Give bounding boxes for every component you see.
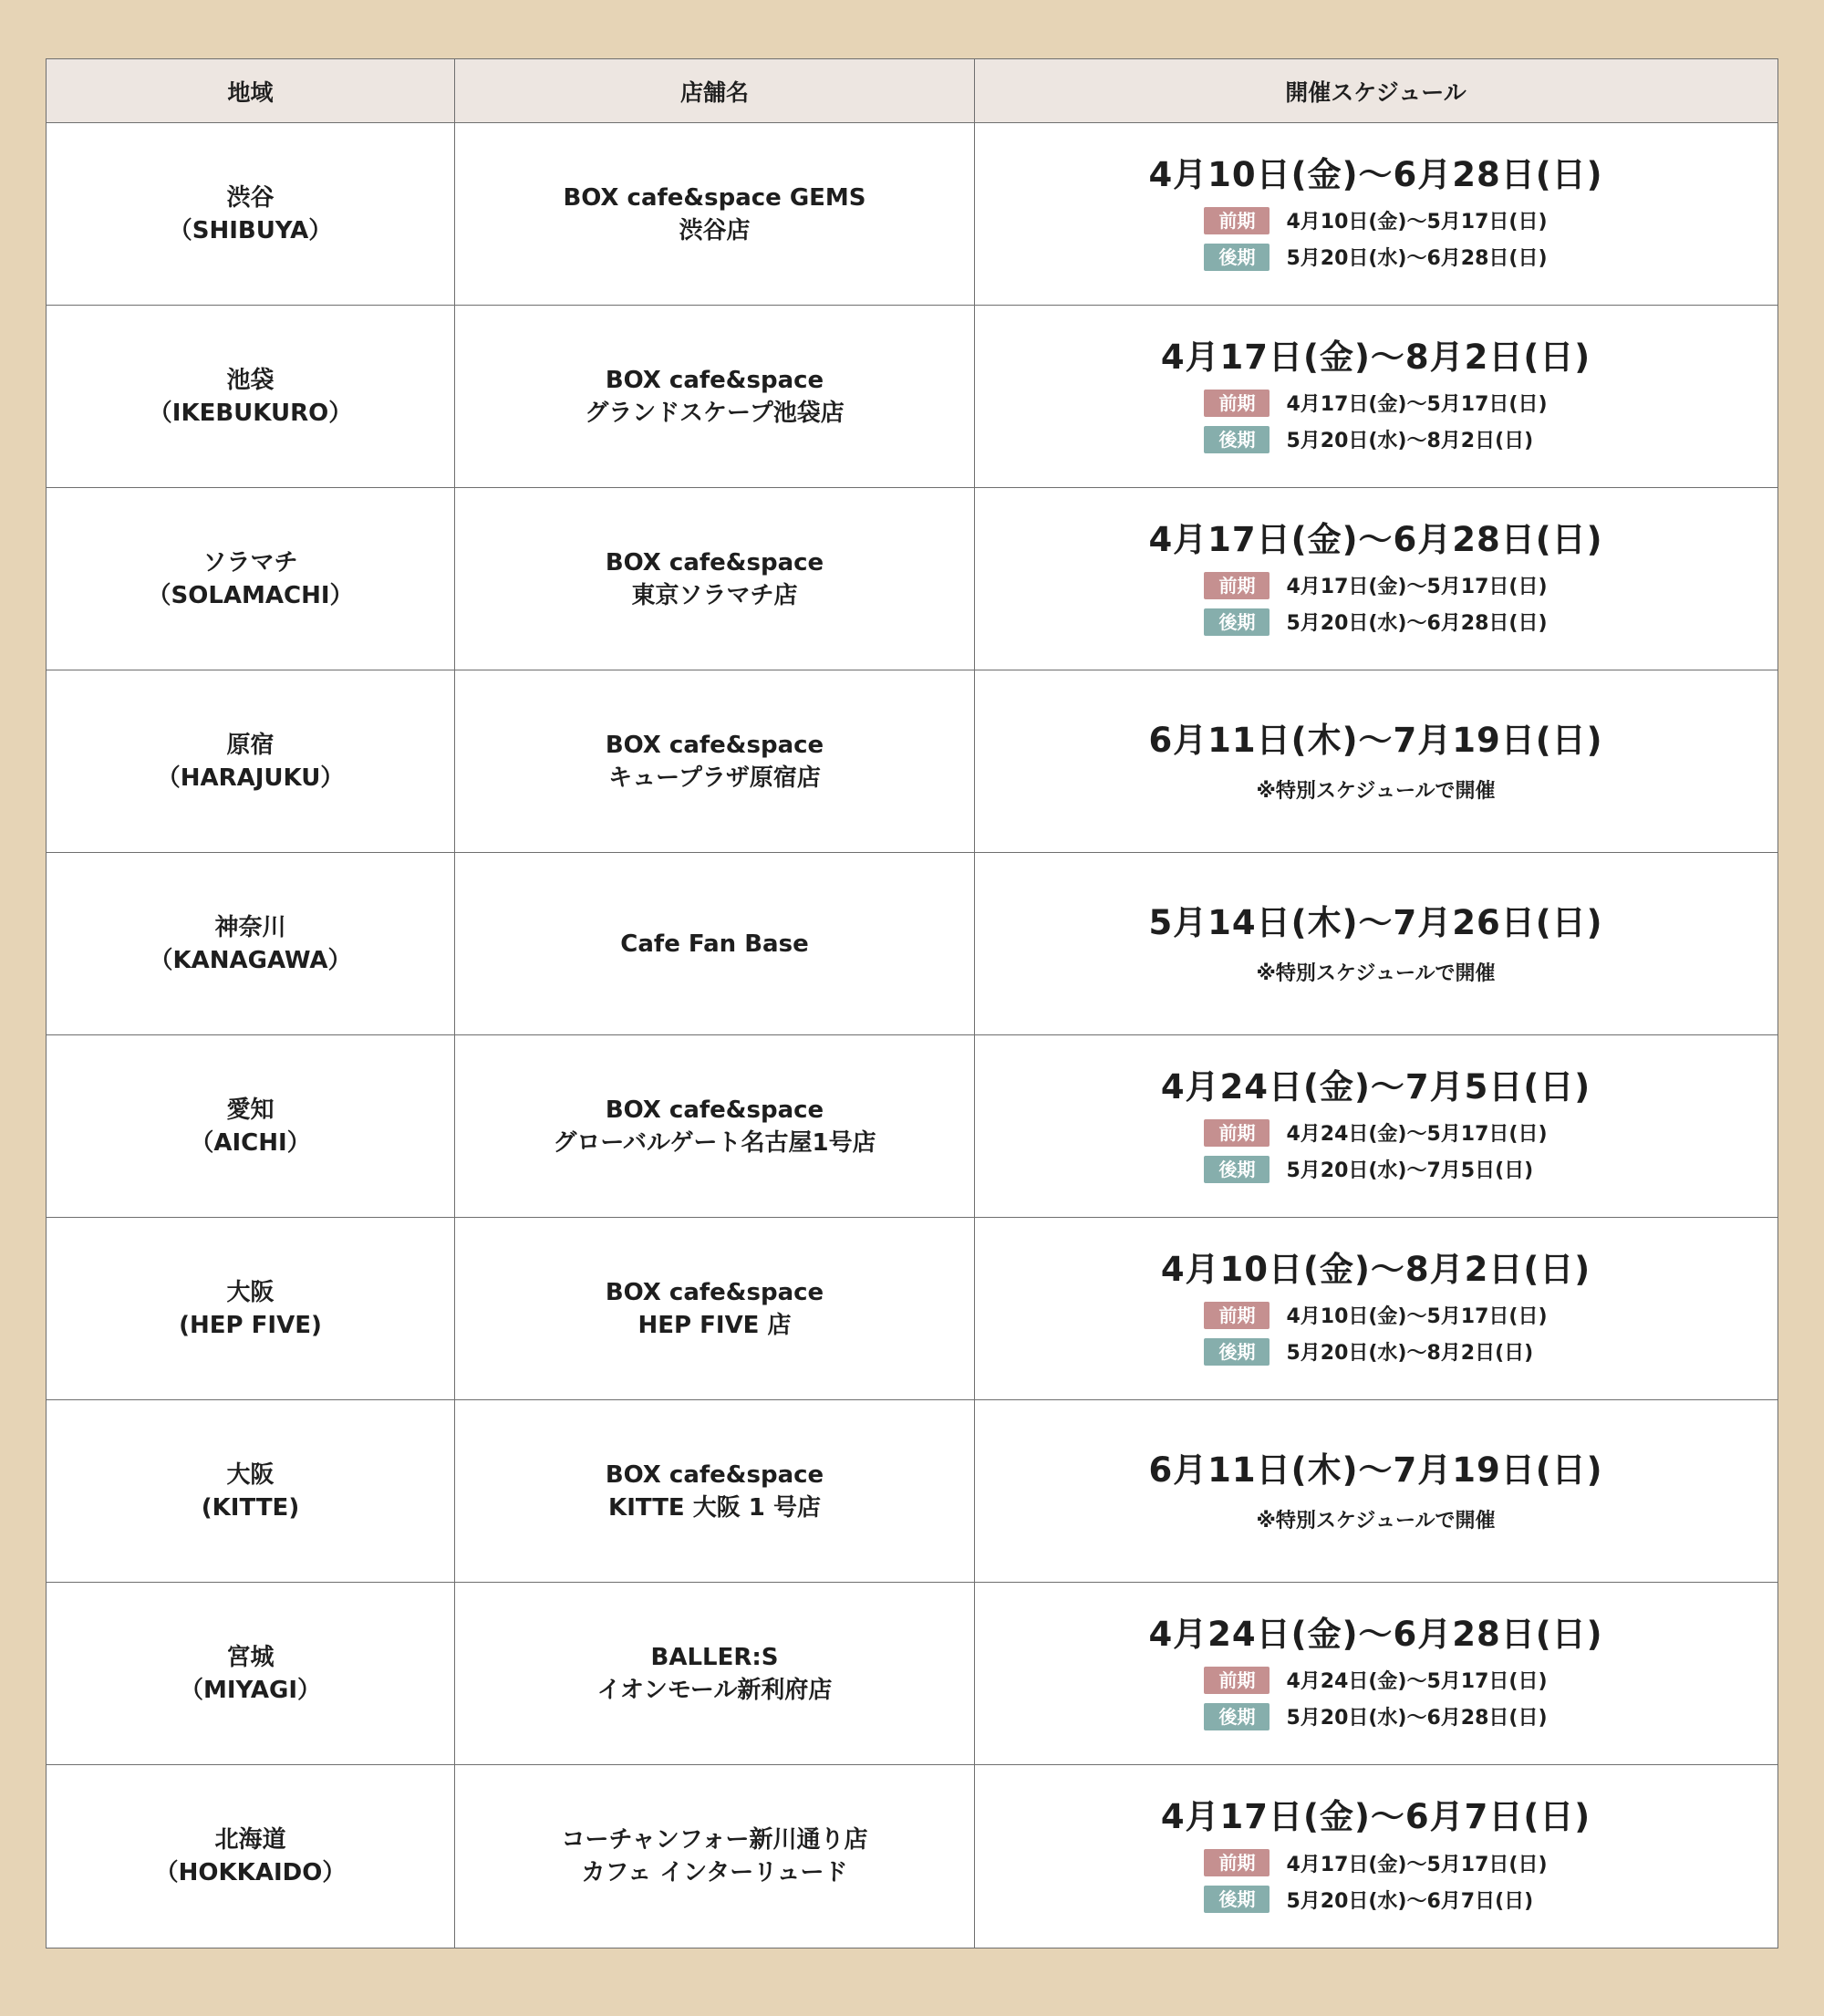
- schedule-cell: [975, 1765, 1777, 1948]
- region-name: ソラマチ: [202, 548, 298, 577]
- store-name-line2: グランドスケープ池袋店: [585, 399, 845, 427]
- region-name-en: （MIYAGI）: [179, 1676, 322, 1704]
- store-name-line1: BOX cafe&space: [605, 1096, 824, 1124]
- late-dates: 5月20日(水)〜6月28日(日): [1286, 1707, 1548, 1730]
- event-period: 4月10日(金)〜6月28日(日): [1148, 154, 1603, 194]
- region-name: 愛知: [226, 1096, 275, 1124]
- event-period: 6月11日(木)〜7月19日(日): [1148, 721, 1603, 760]
- early-dates: 4月17日(金)〜5月17日(日): [1286, 393, 1548, 416]
- period-breakdown: [1204, 1115, 1547, 1188]
- table-row: [47, 853, 1777, 1035]
- store-name-line1: BOX cafe&space: [605, 731, 824, 759]
- store-cell: [455, 1765, 975, 1948]
- event-period: 4月17日(金)〜6月7日(日): [1160, 1797, 1591, 1836]
- region-name-en: （HOKKAIDO）: [154, 1859, 347, 1886]
- schedule-table: [46, 58, 1778, 1948]
- schedule-cell: [975, 306, 1777, 487]
- store-name-line1: BALLER:S: [650, 1643, 779, 1671]
- period-breakdown: [1204, 1297, 1547, 1370]
- early-badge: 前期: [1204, 1849, 1270, 1876]
- region-cell: [47, 123, 455, 305]
- event-period: 5月14日(木)〜7月26日(日): [1148, 903, 1603, 942]
- schedule-cell: [975, 1035, 1777, 1217]
- store-name-line2: HEP FIVE 店: [637, 1311, 792, 1339]
- late-period: [1204, 239, 1547, 275]
- event-period: 4月17日(金)〜8月2日(日): [1160, 337, 1591, 377]
- region-cell: [47, 306, 455, 487]
- event-period: 4月24日(金)〜7月5日(日): [1160, 1066, 1591, 1107]
- region-name-en: （SOLAMACHI）: [147, 581, 354, 609]
- region-cell: [47, 1400, 455, 1582]
- region-name-en: （SHIBUYA）: [168, 216, 333, 244]
- region-name-en: (HEP FIVE): [179, 1311, 322, 1339]
- early-badge: 前期: [1204, 207, 1270, 234]
- event-period: 6月11日(木)〜7月19日(日): [1148, 1450, 1603, 1490]
- period-breakdown: [1204, 203, 1547, 275]
- region-cell: [47, 1765, 455, 1948]
- early-badge: 前期: [1204, 1302, 1270, 1329]
- late-period: [1204, 1699, 1547, 1735]
- store-cell: [455, 1218, 975, 1399]
- store-name-line2: カフェ インターリュード: [581, 1859, 848, 1886]
- event-period: 4月24日(金)〜6月28日(日): [1148, 1614, 1603, 1654]
- store-name-line1: BOX cafe&space: [605, 1460, 824, 1489]
- store-cell: [455, 488, 975, 670]
- late-period: [1204, 604, 1547, 640]
- early-period: [1204, 567, 1547, 604]
- late-badge: 後期: [1204, 608, 1270, 636]
- early-period: [1204, 385, 1547, 421]
- late-dates: 5月20日(水)〜6月7日(日): [1286, 1889, 1534, 1913]
- region-name: 大阪: [226, 1278, 275, 1306]
- table-header: [47, 59, 1777, 123]
- region-cell: [47, 670, 455, 852]
- header-schedule: 開催スケジュール: [1285, 78, 1466, 106]
- region-name: 池袋: [226, 366, 275, 394]
- schedule-cell: [975, 1583, 1777, 1764]
- early-dates: 4月17日(金)〜5月17日(日): [1286, 576, 1548, 598]
- late-period: [1204, 1881, 1547, 1917]
- store-name-line2: 渋谷店: [679, 216, 751, 244]
- early-badge: 前期: [1204, 572, 1270, 599]
- late-dates: 5月20日(水)〜8月2日(日): [1286, 1342, 1534, 1365]
- early-badge: 前期: [1204, 390, 1270, 417]
- period-breakdown: [1204, 1662, 1547, 1735]
- late-badge: 後期: [1204, 1338, 1270, 1366]
- region-name-en: （AICHI）: [190, 1128, 311, 1157]
- table-row: [47, 488, 1777, 670]
- store-name-line2: キュープラザ原宿店: [608, 764, 821, 792]
- late-dates: 5月20日(水)〜6月28日(日): [1286, 612, 1548, 635]
- late-period: [1204, 1151, 1547, 1188]
- late-dates: 5月20日(水)〜8月2日(日): [1286, 430, 1534, 452]
- early-dates: 4月10日(金)〜5月17日(日): [1286, 1305, 1548, 1328]
- region-cell: [47, 1035, 455, 1217]
- early-period: [1204, 1297, 1547, 1334]
- early-dates: 4月10日(金)〜5月17日(日): [1286, 211, 1548, 234]
- late-dates: 5月20日(水)〜7月5日(日): [1286, 1159, 1534, 1182]
- table-row: [47, 1583, 1777, 1765]
- store-cell: [455, 853, 975, 1034]
- region-name: 北海道: [214, 1826, 286, 1854]
- region-cell: [47, 853, 455, 1034]
- store-cell: [455, 123, 975, 305]
- region-name-en: （KANAGAWA）: [149, 946, 352, 974]
- store-name-line1: BOX cafe&space: [605, 1278, 824, 1306]
- table-row: [47, 1218, 1777, 1400]
- store-name-line1: BOX cafe&space: [605, 366, 824, 394]
- table-row: [47, 1035, 1777, 1218]
- table-row: [47, 123, 1777, 306]
- late-period: [1204, 1334, 1547, 1370]
- early-badge: 前期: [1204, 1119, 1270, 1147]
- store-cell: [455, 670, 975, 852]
- period-breakdown: [1204, 567, 1547, 640]
- region-name: 大阪: [226, 1460, 275, 1489]
- table-row: [47, 1765, 1777, 1948]
- table-row: [47, 306, 1777, 488]
- event-period: 4月10日(金)〜8月2日(日): [1160, 1249, 1591, 1289]
- table-body: [47, 123, 1777, 1948]
- schedule-note: ※特別スケジュールで開催: [1256, 1510, 1496, 1533]
- store-cell: [455, 1583, 975, 1764]
- late-dates: 5月20日(水)〜6月28日(日): [1286, 247, 1548, 270]
- region-cell: [47, 1218, 455, 1399]
- region-name-en: （IKEBUKURO）: [148, 399, 353, 427]
- store-name-line2: イオンモール新利府店: [596, 1676, 833, 1704]
- store-name-line2: 東京ソラマチ店: [631, 581, 798, 609]
- schedule-note: ※特別スケジュールで開催: [1256, 962, 1496, 985]
- early-dates: 4月24日(金)〜5月17日(日): [1286, 1670, 1548, 1693]
- region-name-en: （HARAJUKU）: [156, 764, 345, 792]
- early-period: [1204, 1662, 1547, 1699]
- header-store: 店舗名: [455, 59, 975, 122]
- region-name: 宮城: [226, 1643, 275, 1671]
- store-cell: [455, 1035, 975, 1217]
- early-period: [1204, 203, 1547, 239]
- early-period: [1204, 1115, 1547, 1151]
- store-name-line1: Cafe Fan Base: [620, 930, 809, 958]
- region-cell: [47, 488, 455, 670]
- store-name-line1: BOX cafe&space: [605, 548, 824, 577]
- table-row: [47, 1400, 1777, 1583]
- schedule-cell: [975, 488, 1777, 670]
- event-period: 4月17日(金)〜6月28日(日): [1148, 519, 1603, 559]
- schedule-cell: [975, 853, 1777, 1034]
- store-cell: [455, 306, 975, 487]
- header-region: 地域: [47, 59, 455, 122]
- late-badge: 後期: [1204, 1703, 1270, 1730]
- late-badge: 後期: [1204, 1156, 1270, 1183]
- late-badge: 後期: [1204, 1886, 1270, 1913]
- schedule-cell: [975, 1400, 1777, 1582]
- late-period: [1204, 421, 1547, 458]
- store-cell: [455, 1400, 975, 1582]
- schedule-cell: [975, 1218, 1777, 1399]
- period-breakdown: [1204, 1845, 1547, 1917]
- late-badge: 後期: [1204, 244, 1270, 271]
- early-dates: 4月24日(金)〜5月17日(日): [1286, 1123, 1548, 1146]
- store-name-line1: コーチャンフォー新川通り店: [561, 1826, 868, 1854]
- region-name: 神奈川: [214, 913, 286, 941]
- store-name-line1: BOX cafe&space GEMS: [563, 183, 866, 212]
- early-period: [1204, 1845, 1547, 1881]
- table-row: [47, 670, 1777, 853]
- schedule-note: ※特別スケジュールで開催: [1256, 780, 1496, 803]
- store-name-line2: グローバルゲート名古屋1号店: [553, 1128, 876, 1157]
- region-cell: [47, 1583, 455, 1764]
- period-breakdown: [1204, 385, 1547, 458]
- region-name-en: (KITTE): [201, 1493, 300, 1522]
- early-badge: 前期: [1204, 1667, 1270, 1694]
- schedule-cell: [975, 123, 1777, 305]
- region-name: 渋谷: [226, 183, 275, 212]
- early-dates: 4月17日(金)〜5月17日(日): [1286, 1853, 1548, 1876]
- late-badge: 後期: [1204, 426, 1270, 453]
- schedule-cell: [975, 670, 1777, 852]
- store-name-line2: KITTE 大阪 1 号店: [608, 1493, 821, 1522]
- region-name: 原宿: [226, 731, 275, 759]
